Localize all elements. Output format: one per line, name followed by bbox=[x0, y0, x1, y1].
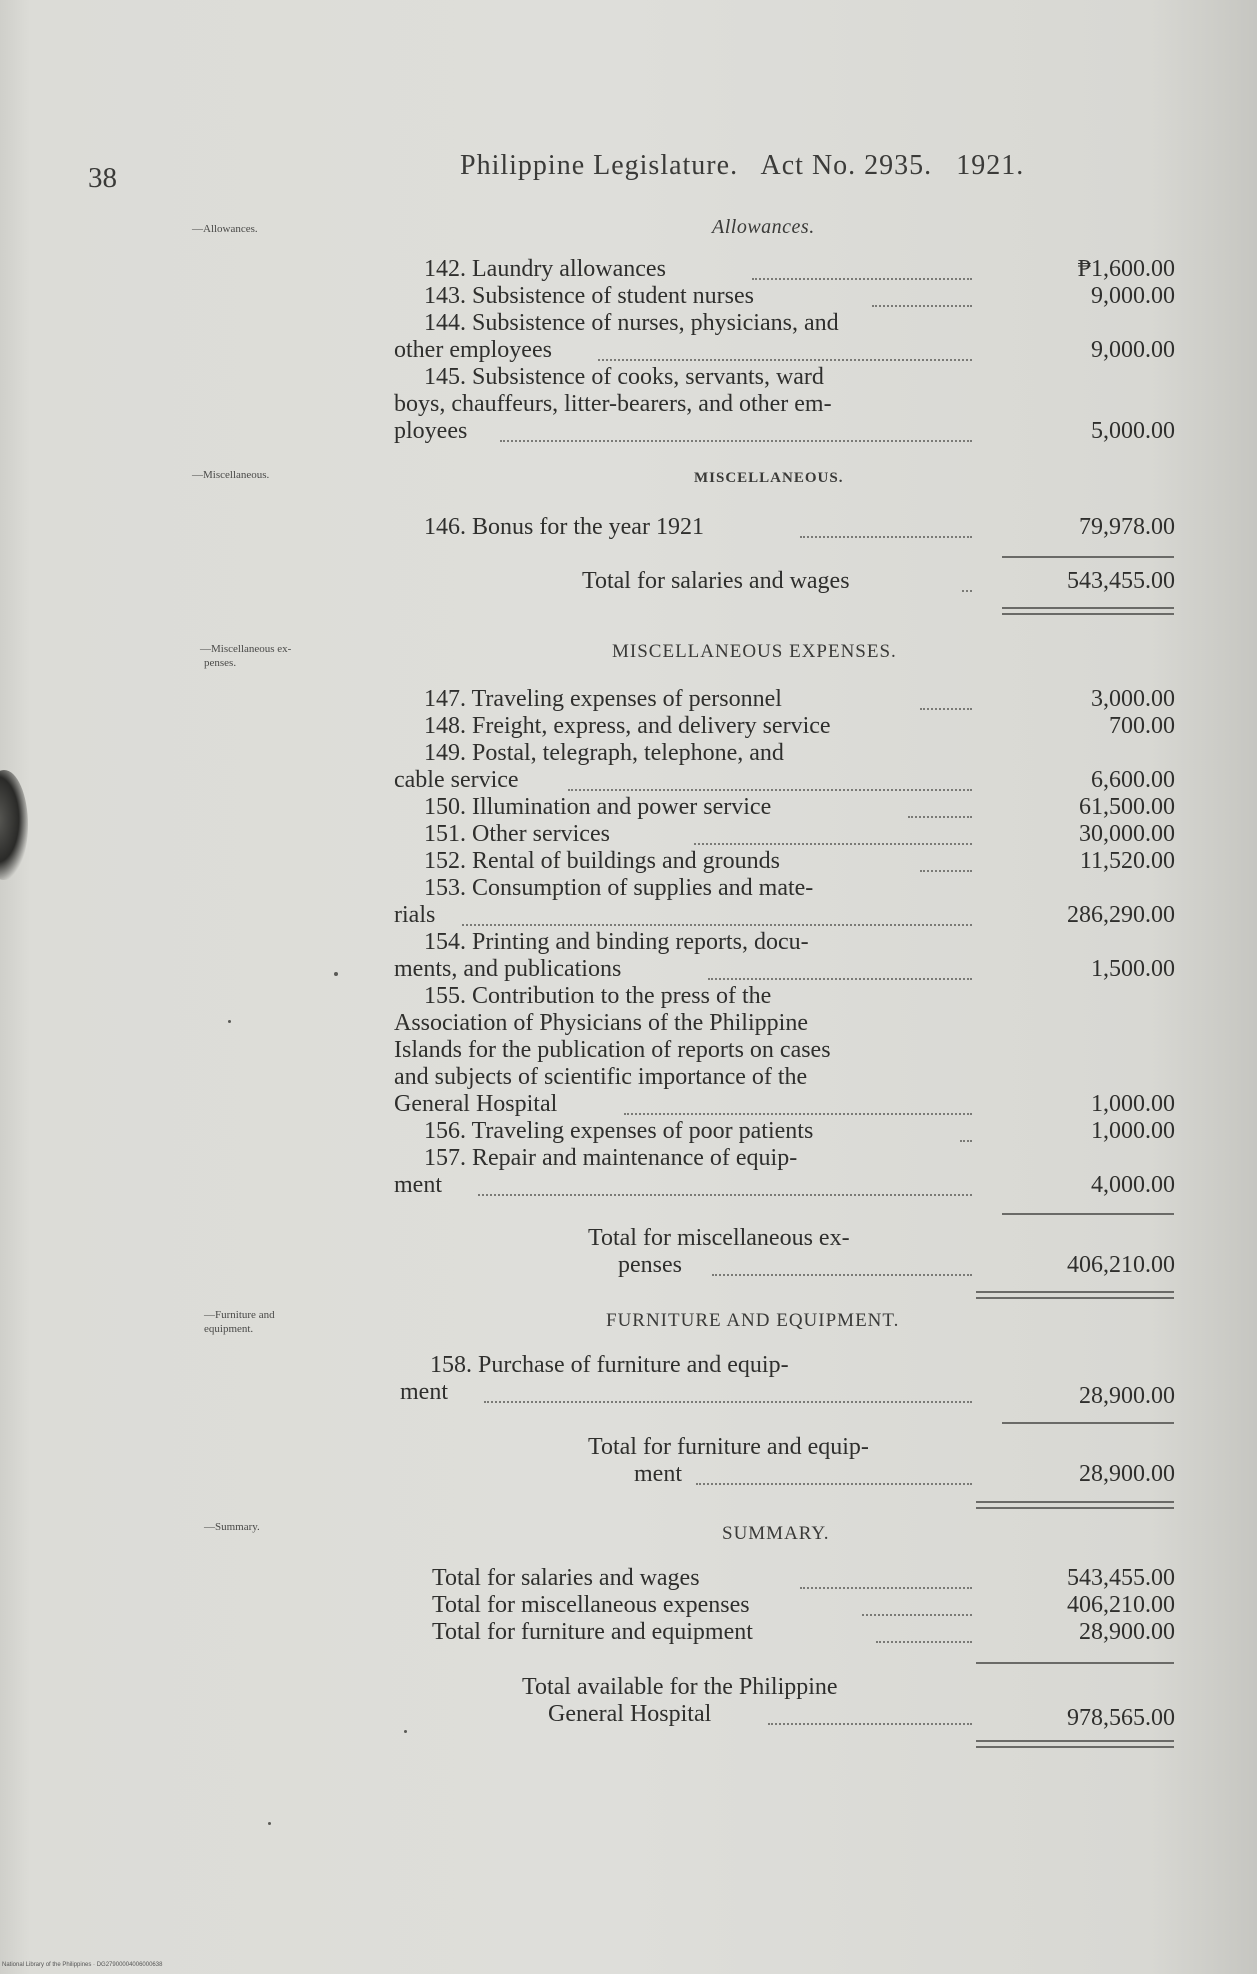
section-title-furniture: FURNITURE AND EQUIPMENT. bbox=[606, 1310, 900, 1331]
print-speck bbox=[268, 1822, 271, 1825]
entry-amount: 1,500.00 bbox=[1091, 956, 1175, 982]
double-rule bbox=[976, 1507, 1174, 1509]
leader-dots bbox=[908, 816, 972, 818]
entry-line: 148. Freight, express, and delivery service bbox=[424, 713, 831, 739]
double-rule bbox=[976, 1746, 1174, 1748]
running-head bbox=[460, 150, 1024, 182]
leader-dots bbox=[712, 1274, 972, 1276]
entry-line: 158. Purchase of furniture and equip- bbox=[430, 1352, 789, 1378]
leader-dots bbox=[800, 1587, 972, 1589]
entry-amount: ₱1,600.00 bbox=[1077, 256, 1175, 282]
entry-line: 149. Postal, telegraph, telephone, and bbox=[424, 740, 784, 766]
entry-line: 143. Subsistence of student nurses bbox=[424, 283, 754, 309]
entry-line: 147. Traveling expenses of personnel bbox=[424, 686, 782, 712]
entry-line: 146. Bonus for the year 1921 bbox=[424, 514, 704, 540]
total-label: Total for salaries and wages bbox=[582, 568, 850, 594]
entry-line: cable service bbox=[394, 767, 519, 793]
entry-line: boys, chauffeurs, litter-bearers, and other em- bbox=[394, 391, 832, 417]
entry-amount: 5,000.00 bbox=[1091, 418, 1175, 444]
summary-amount: 28,900.00 bbox=[1079, 1619, 1175, 1645]
total-amount: 28,900.00 bbox=[1079, 1461, 1175, 1487]
leader-dots bbox=[920, 870, 972, 872]
entry-amount: 28,900.00 bbox=[1079, 1383, 1175, 1409]
entry-line: Islands for the publication of reports on cases bbox=[394, 1037, 831, 1063]
total-label-cont: ment bbox=[634, 1461, 682, 1487]
leader-dots bbox=[500, 440, 972, 442]
entry-amount: 1,000.00 bbox=[1091, 1118, 1175, 1144]
entry-line: General Hospital bbox=[394, 1091, 558, 1117]
entry-line: Association of Physicians of the Philippine bbox=[394, 1010, 808, 1036]
entry-line: 144. Subsistence of nurses, physicians, and bbox=[424, 310, 839, 336]
entry-line: 142. Laundry allowances bbox=[424, 256, 666, 282]
leader-dots bbox=[768, 1723, 972, 1725]
entry-line: 153. Consumption of supplies and mate- bbox=[424, 875, 814, 901]
leader-dots bbox=[872, 305, 972, 307]
entry-amount: 11,520.00 bbox=[1079, 848, 1175, 874]
leader-dots bbox=[876, 1641, 972, 1643]
entry-line: rials bbox=[394, 902, 436, 928]
summary-amount: 406,210.00 bbox=[1067, 1592, 1175, 1618]
double-rule bbox=[976, 1740, 1174, 1742]
subtotal-rule bbox=[1002, 556, 1174, 558]
margin-note-misc-expenses: —Miscellaneous ex- bbox=[200, 643, 292, 655]
leader-dots bbox=[962, 590, 972, 592]
summary-amount: 543,455.00 bbox=[1067, 1565, 1175, 1591]
entry-line: 156. Traveling expenses of poor patients bbox=[424, 1118, 814, 1144]
running-head-act: Act No. 2935. bbox=[760, 150, 933, 181]
leader-dots bbox=[484, 1401, 972, 1403]
running-head-year: 1921. bbox=[956, 150, 1025, 181]
grand-total-label-cont: General Hospital bbox=[548, 1701, 712, 1727]
margin-note-summary: —Summary. bbox=[204, 1521, 260, 1533]
leader-dots bbox=[752, 278, 972, 280]
margin-note-allowances: —Allowances. bbox=[192, 223, 258, 235]
section-title-summary: SUMMARY. bbox=[722, 1523, 830, 1544]
entry-line: 151. Other services bbox=[424, 821, 610, 847]
entry-amount: 9,000.00 bbox=[1091, 337, 1175, 363]
summary-line: Total for furniture and equipment bbox=[432, 1619, 753, 1645]
entry-amount: 4,000.00 bbox=[1091, 1172, 1175, 1198]
double-rule bbox=[1002, 607, 1174, 609]
entry-line: and subjects of scientific importance of the bbox=[394, 1064, 808, 1090]
section-title-miscellaneous: MISCELLANEOUS. bbox=[694, 470, 844, 486]
summary-line: Total for salaries and wages bbox=[432, 1565, 700, 1591]
print-speck bbox=[228, 1020, 231, 1023]
entry-amount: 6,600.00 bbox=[1091, 767, 1175, 793]
grand-total-label: Total available for the Philippine bbox=[522, 1674, 838, 1700]
double-rule bbox=[976, 1291, 1174, 1293]
running-head-title: Philippine Legislature. bbox=[460, 150, 739, 181]
entry-line: ment bbox=[400, 1379, 448, 1405]
subtotal-rule bbox=[1002, 1422, 1174, 1424]
leader-dots bbox=[696, 1483, 972, 1485]
margin-note-furniture-cont: equipment. bbox=[204, 1323, 254, 1335]
entry-amount: 700.00 bbox=[1109, 713, 1175, 739]
total-label-cont: penses bbox=[618, 1252, 682, 1278]
entry-line: 145. Subsistence of cooks, servants, ward bbox=[424, 364, 824, 390]
leader-dots bbox=[462, 924, 972, 926]
subtotal-rule bbox=[1002, 1213, 1174, 1215]
total-label: Total for furniture and equip- bbox=[588, 1434, 869, 1460]
entry-line: ment bbox=[394, 1172, 442, 1198]
margin-note-miscellaneous: —Miscellaneous. bbox=[192, 469, 270, 481]
section-title-allowances: Allowances. bbox=[712, 216, 815, 238]
leader-dots bbox=[598, 359, 972, 361]
total-label: Total for miscellaneous ex- bbox=[588, 1225, 850, 1251]
entry-amount: 1,000.00 bbox=[1091, 1091, 1175, 1117]
entry-amount: 286,290.00 bbox=[1067, 902, 1175, 928]
total-amount: 543,455.00 bbox=[1067, 568, 1175, 594]
entry-amount: 79,978.00 bbox=[1079, 514, 1175, 540]
entry-line: 155. Contribution to the press of the bbox=[424, 983, 772, 1009]
leader-dots bbox=[920, 708, 972, 710]
leader-dots bbox=[568, 789, 972, 791]
page-edge-shadow bbox=[0, 770, 28, 880]
print-speck bbox=[334, 972, 338, 976]
margin-note-misc-expenses-cont: penses. bbox=[204, 657, 237, 669]
leader-dots bbox=[800, 536, 972, 538]
entry-line: other employees bbox=[394, 337, 552, 363]
entry-amount: 30,000.00 bbox=[1079, 821, 1175, 847]
entry-line: 150. Illumination and power service bbox=[424, 794, 772, 820]
entry-amount: 61,500.00 bbox=[1079, 794, 1175, 820]
leader-dots bbox=[478, 1194, 972, 1196]
double-rule bbox=[976, 1501, 1174, 1503]
leader-dots bbox=[862, 1614, 972, 1616]
margin-note-furniture: —Furniture and bbox=[204, 1309, 275, 1321]
entry-amount: 3,000.00 bbox=[1091, 686, 1175, 712]
scan-credit: National Library of the Philippines · DG27900004006000638 bbox=[2, 1962, 163, 1968]
leader-dots bbox=[694, 843, 972, 845]
entry-line: 157. Repair and maintenance of equip- bbox=[424, 1145, 798, 1171]
total-amount: 406,210.00 bbox=[1067, 1252, 1175, 1278]
double-rule bbox=[976, 1297, 1174, 1299]
leader-dots bbox=[708, 978, 972, 980]
leader-dots bbox=[624, 1113, 972, 1115]
double-rule bbox=[1002, 613, 1174, 615]
entry-line: 154. Printing and binding reports, docu- bbox=[424, 929, 809, 955]
summary-line: Total for miscellaneous expenses bbox=[432, 1592, 750, 1618]
subtotal-rule bbox=[976, 1662, 1174, 1664]
entry-line: 152. Rental of buildings and grounds bbox=[424, 848, 780, 874]
entry-line: ployees bbox=[394, 418, 468, 444]
entry-line: ments, and publications bbox=[394, 956, 622, 982]
page-number: 38 bbox=[88, 162, 117, 194]
grand-total-amount: 978,565.00 bbox=[1067, 1705, 1175, 1731]
leader-dots bbox=[960, 1140, 972, 1142]
entry-amount: 9,000.00 bbox=[1091, 283, 1175, 309]
print-speck bbox=[404, 1730, 407, 1733]
section-title-misc-expenses: MISCELLANEOUS EXPENSES. bbox=[612, 641, 897, 662]
